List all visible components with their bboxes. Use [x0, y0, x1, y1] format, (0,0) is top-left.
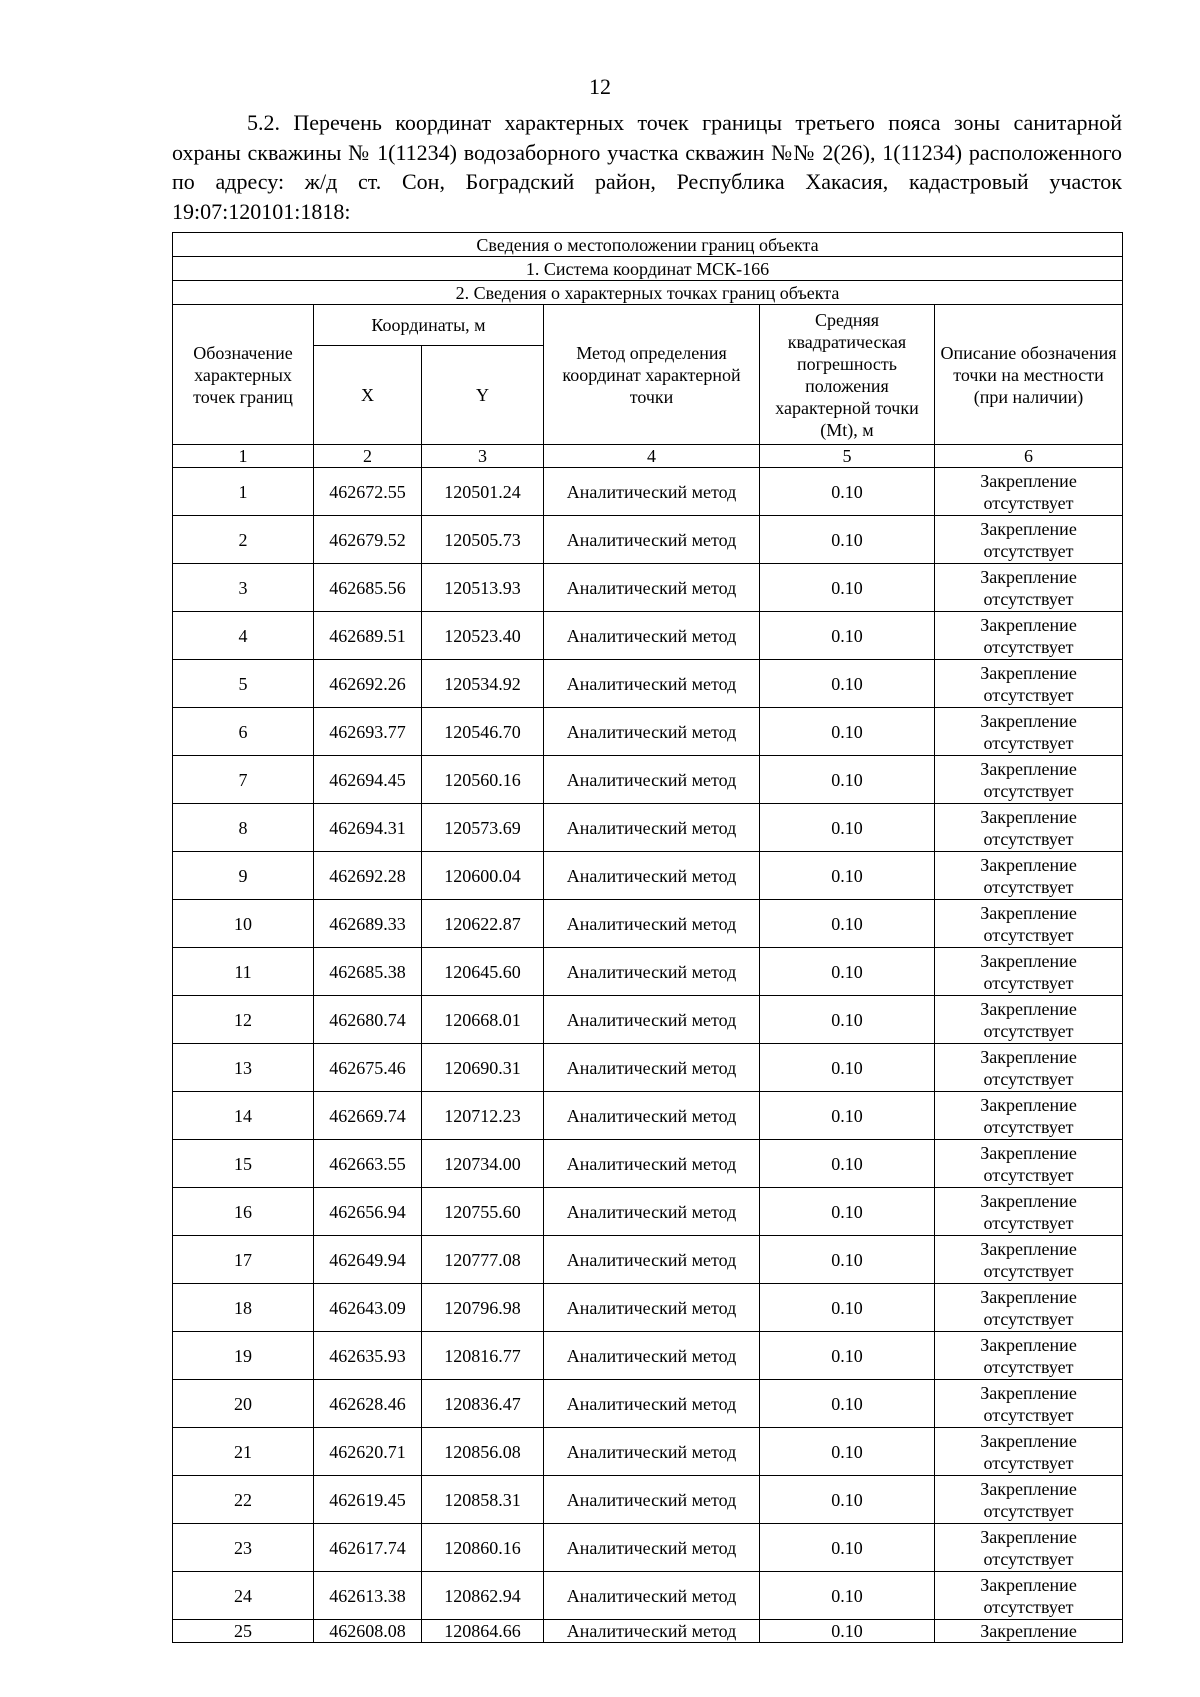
column-number: 6	[935, 445, 1123, 468]
y-coordinate-cell: 120622.87	[422, 900, 544, 948]
error-cell: 0.10	[760, 948, 935, 996]
table-row	[173, 564, 1123, 612]
description-cell: Закрепление отсутствует	[935, 900, 1123, 948]
error-cell: 0.10	[760, 708, 935, 756]
point-number-cell: 17	[173, 1236, 314, 1284]
description-cell: Закрепление отсутствует	[935, 1524, 1123, 1572]
method-cell: Аналитический метод	[544, 1236, 760, 1284]
coordinates-table	[172, 232, 1123, 1643]
error-cell: 0.10	[760, 1188, 935, 1236]
y-coordinate-cell: 120600.04	[422, 852, 544, 900]
description-cell: Закрепление отсутствует	[935, 660, 1123, 708]
method-cell: Аналитический метод	[544, 1092, 760, 1140]
y-coordinate-cell: 120856.08	[422, 1428, 544, 1476]
description-cell: Закрепление отсутствует	[935, 948, 1123, 996]
header-y: Y	[422, 346, 544, 445]
error-cell: 0.10	[760, 1092, 935, 1140]
x-coordinate-cell: 462672.55	[314, 468, 422, 516]
point-number-cell: 15	[173, 1140, 314, 1188]
header-description: Описание обозначения точки на местности (при наличии)	[935, 305, 1123, 445]
table-row	[173, 1524, 1123, 1572]
x-coordinate-cell: 462693.77	[314, 708, 422, 756]
y-coordinate-cell: 120534.92	[422, 660, 544, 708]
x-coordinate-cell: 462675.46	[314, 1044, 422, 1092]
table-banner-crs: 1. Система координат МСК-166	[173, 257, 1123, 281]
x-coordinate-cell: 462689.51	[314, 612, 422, 660]
table-row	[173, 996, 1123, 1044]
description-cell: Закрепление отсутствует	[935, 756, 1123, 804]
table-row	[173, 516, 1123, 564]
description-cell: Закрепление отсутствует	[935, 852, 1123, 900]
method-cell: Аналитический метод	[544, 612, 760, 660]
page-number: 12	[589, 74, 611, 99]
description-cell: Закрепление отсутствует	[935, 1236, 1123, 1284]
method-cell: Аналитический метод	[544, 900, 760, 948]
x-coordinate-cell: 462656.94	[314, 1188, 422, 1236]
error-cell: 0.10	[760, 1044, 935, 1092]
y-coordinate-cell: 120645.60	[422, 948, 544, 996]
x-coordinate-cell: 462663.55	[314, 1140, 422, 1188]
table-row	[173, 804, 1123, 852]
method-cell: Аналитический метод	[544, 1620, 760, 1643]
method-cell: Аналитический метод	[544, 948, 760, 996]
table-row	[173, 1428, 1123, 1476]
x-coordinate-cell: 462643.09	[314, 1284, 422, 1332]
method-cell: Аналитический метод	[544, 1524, 760, 1572]
table-banner-info: Сведения о местоположении границ объекта	[173, 233, 1123, 257]
table-row	[173, 1140, 1123, 1188]
point-number-cell: 3	[173, 564, 314, 612]
description-cell: Закрепление отсутствует	[935, 1332, 1123, 1380]
method-cell: Аналитический метод	[544, 708, 760, 756]
error-cell: 0.10	[760, 1476, 935, 1524]
table-row	[173, 468, 1123, 516]
x-coordinate-cell: 462685.56	[314, 564, 422, 612]
point-number-cell: 20	[173, 1380, 314, 1428]
error-cell: 0.10	[760, 996, 935, 1044]
description-cell: Закрепление отсутствует	[935, 564, 1123, 612]
header-method: Метод определения координат характерной точки	[544, 305, 760, 445]
table-row	[173, 1572, 1123, 1620]
method-cell: Аналитический метод	[544, 1428, 760, 1476]
y-coordinate-cell: 120560.16	[422, 756, 544, 804]
error-cell: 0.10	[760, 852, 935, 900]
section-heading-text: 5.2. Перечень координат характерных точек границы третьего пояса зоны санитарной охраны скважины № 1(11234) водозаборного участка скважин №№ 2(26), 1(11234) расположенного по адресу: ж/д ст. Сон, Боградский район, Республика Хакасия, кадастровый участок 19:07:120101:1818:	[172, 110, 1122, 224]
table-row	[173, 852, 1123, 900]
header-coordinates: Координаты, м	[314, 305, 544, 346]
method-cell: Аналитический метод	[544, 852, 760, 900]
table-row	[173, 1476, 1123, 1524]
error-cell: 0.10	[760, 1140, 935, 1188]
table-row	[173, 1620, 1123, 1643]
x-coordinate-cell: 462680.74	[314, 996, 422, 1044]
column-number: 5	[760, 445, 935, 468]
x-coordinate-cell: 462694.45	[314, 756, 422, 804]
table-banner-points: 2. Сведения о характерных точках границ объекта	[173, 281, 1123, 305]
description-cell: Закрепление отсутствует	[935, 1092, 1123, 1140]
error-cell: 0.10	[760, 468, 935, 516]
method-cell: Аналитический метод	[544, 564, 760, 612]
error-cell: 0.10	[760, 1236, 935, 1284]
y-coordinate-cell: 120777.08	[422, 1236, 544, 1284]
x-coordinate-cell: 462692.26	[314, 660, 422, 708]
error-cell: 0.10	[760, 756, 935, 804]
x-coordinate-cell: 462692.28	[314, 852, 422, 900]
point-number-cell: 22	[173, 1476, 314, 1524]
table-row	[173, 1380, 1123, 1428]
table-row	[173, 1044, 1123, 1092]
section-heading	[172, 108, 1122, 226]
method-cell: Аналитический метод	[544, 1284, 760, 1332]
table-row	[173, 1236, 1123, 1284]
description-cell: Закрепление	[935, 1620, 1123, 1643]
x-coordinate-cell: 462649.94	[314, 1236, 422, 1284]
x-coordinate-cell: 462617.74	[314, 1524, 422, 1572]
table-row	[173, 1332, 1123, 1380]
header-designation: Обозначение характерных точек границ	[173, 305, 314, 445]
y-coordinate-cell: 120501.24	[422, 468, 544, 516]
method-cell: Аналитический метод	[544, 468, 760, 516]
method-cell: Аналитический метод	[544, 660, 760, 708]
point-number-cell: 6	[173, 708, 314, 756]
y-coordinate-cell: 120513.93	[422, 564, 544, 612]
x-coordinate-cell: 462685.38	[314, 948, 422, 996]
error-cell: 0.10	[760, 1620, 935, 1643]
column-number: 1	[173, 445, 314, 468]
point-number-cell: 8	[173, 804, 314, 852]
x-coordinate-cell: 462620.71	[314, 1428, 422, 1476]
y-coordinate-cell: 120864.66	[422, 1620, 544, 1643]
table-row	[173, 708, 1123, 756]
point-number-cell: 12	[173, 996, 314, 1044]
y-coordinate-cell: 120858.31	[422, 1476, 544, 1524]
column-number-row	[173, 445, 1123, 468]
error-cell: 0.10	[760, 516, 935, 564]
description-cell: Закрепление отсутствует	[935, 1476, 1123, 1524]
y-coordinate-cell: 120796.98	[422, 1284, 544, 1332]
point-number-cell: 1	[173, 468, 314, 516]
point-number-cell: 13	[173, 1044, 314, 1092]
method-cell: Аналитический метод	[544, 1332, 760, 1380]
x-coordinate-cell: 462619.45	[314, 1476, 422, 1524]
y-coordinate-cell: 120505.73	[422, 516, 544, 564]
description-cell: Закрепление отсутствует	[935, 468, 1123, 516]
table-row	[173, 756, 1123, 804]
method-cell: Аналитический метод	[544, 1572, 760, 1620]
error-cell: 0.10	[760, 612, 935, 660]
point-number-cell: 23	[173, 1524, 314, 1572]
header-x: X	[314, 346, 422, 445]
description-cell: Закрепление отсутствует	[935, 1140, 1123, 1188]
point-number-cell: 14	[173, 1092, 314, 1140]
table-row	[173, 1092, 1123, 1140]
method-cell: Аналитический метод	[544, 516, 760, 564]
table-row	[173, 1188, 1123, 1236]
y-coordinate-cell: 120862.94	[422, 1572, 544, 1620]
header-error: Средняя квадратическая погрешность положения характерной точки (Mt), м	[760, 305, 935, 445]
point-number-cell: 25	[173, 1620, 314, 1643]
error-cell: 0.10	[760, 1332, 935, 1380]
error-cell: 0.10	[760, 1380, 935, 1428]
table-row	[173, 612, 1123, 660]
description-cell: Закрепление отсутствует	[935, 996, 1123, 1044]
table-row	[173, 660, 1123, 708]
y-coordinate-cell: 120755.60	[422, 1188, 544, 1236]
y-coordinate-cell: 120836.47	[422, 1380, 544, 1428]
description-cell: Закрепление отсутствует	[935, 708, 1123, 756]
description-cell: Закрепление отсутствует	[935, 1188, 1123, 1236]
column-number: 4	[544, 445, 760, 468]
method-cell: Аналитический метод	[544, 1380, 760, 1428]
method-cell: Аналитический метод	[544, 1476, 760, 1524]
x-coordinate-cell: 462628.46	[314, 1380, 422, 1428]
method-cell: Аналитический метод	[544, 996, 760, 1044]
y-coordinate-cell: 120816.77	[422, 1332, 544, 1380]
description-cell: Закрепление отсутствует	[935, 804, 1123, 852]
y-coordinate-cell: 120573.69	[422, 804, 544, 852]
method-cell: Аналитический метод	[544, 1140, 760, 1188]
point-number-cell: 7	[173, 756, 314, 804]
point-number-cell: 24	[173, 1572, 314, 1620]
x-coordinate-cell: 462689.33	[314, 900, 422, 948]
error-cell: 0.10	[760, 660, 935, 708]
y-coordinate-cell: 120523.40	[422, 612, 544, 660]
description-cell: Закрепление отсутствует	[935, 1572, 1123, 1620]
x-coordinate-cell: 462635.93	[314, 1332, 422, 1380]
table-row	[173, 1284, 1123, 1332]
x-coordinate-cell: 462669.74	[314, 1092, 422, 1140]
x-coordinate-cell: 462679.52	[314, 516, 422, 564]
y-coordinate-cell: 120734.00	[422, 1140, 544, 1188]
description-cell: Закрепление отсутствует	[935, 516, 1123, 564]
point-number-cell: 5	[173, 660, 314, 708]
column-number: 3	[422, 445, 544, 468]
method-cell: Аналитический метод	[544, 756, 760, 804]
x-coordinate-cell: 462694.31	[314, 804, 422, 852]
point-number-cell: 4	[173, 612, 314, 660]
error-cell: 0.10	[760, 1428, 935, 1476]
error-cell: 0.10	[760, 1572, 935, 1620]
point-number-cell: 9	[173, 852, 314, 900]
point-number-cell: 10	[173, 900, 314, 948]
y-coordinate-cell: 120860.16	[422, 1524, 544, 1572]
column-number: 2	[314, 445, 422, 468]
table-row	[173, 900, 1123, 948]
x-coordinate-cell: 462608.08	[314, 1620, 422, 1643]
description-cell: Закрепление отсутствует	[935, 1428, 1123, 1476]
point-number-cell: 19	[173, 1332, 314, 1380]
error-cell: 0.10	[760, 1524, 935, 1572]
error-cell: 0.10	[760, 900, 935, 948]
error-cell: 0.10	[760, 1284, 935, 1332]
method-cell: Аналитический метод	[544, 1188, 760, 1236]
point-number-cell: 21	[173, 1428, 314, 1476]
point-number-cell: 11	[173, 948, 314, 996]
description-cell: Закрепление отсутствует	[935, 1380, 1123, 1428]
method-cell: Аналитический метод	[544, 1044, 760, 1092]
table-row	[173, 948, 1123, 996]
y-coordinate-cell: 120546.70	[422, 708, 544, 756]
error-cell: 0.10	[760, 804, 935, 852]
method-cell: Аналитический метод	[544, 804, 760, 852]
point-number-cell: 2	[173, 516, 314, 564]
x-coordinate-cell: 462613.38	[314, 1572, 422, 1620]
point-number-cell: 16	[173, 1188, 314, 1236]
y-coordinate-cell: 120690.31	[422, 1044, 544, 1092]
description-cell: Закрепление отсутствует	[935, 1044, 1123, 1092]
description-cell: Закрепление отсутствует	[935, 1284, 1123, 1332]
description-cell: Закрепление отсутствует	[935, 612, 1123, 660]
y-coordinate-cell: 120668.01	[422, 996, 544, 1044]
error-cell: 0.10	[760, 564, 935, 612]
point-number-cell: 18	[173, 1284, 314, 1332]
y-coordinate-cell: 120712.23	[422, 1092, 544, 1140]
